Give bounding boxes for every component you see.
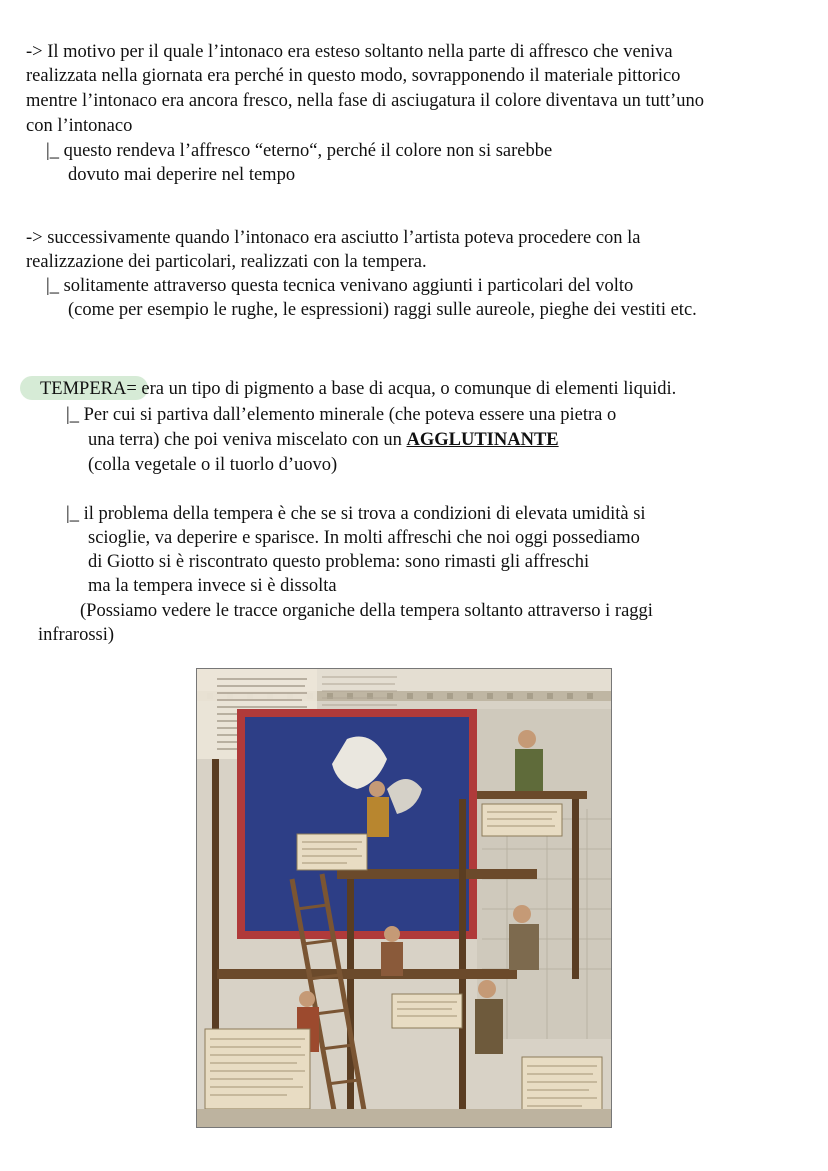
tempera-bullet2-line6: infrarossi) — [38, 625, 115, 645]
tempera-bullet2-line3: di Giotto si è riscontrato questo problema: sono rimasti gli affreschi — [88, 552, 590, 572]
tempera-bullet1-line2 — [88, 428, 559, 452]
para2-bullet-line1: |_ solitamente attraverso questa tecnica venivano aggiunti i particolari del volto — [46, 276, 634, 296]
tempera-bullet2-line5: (Possiamo vedere le tracce organiche della tempera soltanto attraverso i raggi — [80, 601, 653, 621]
para1-bullet-line1: |_ questo rendeva l’affresco “eterno“, perché il colore non si sarebbe — [46, 141, 553, 161]
para1-line4: con l’intonaco — [26, 116, 133, 136]
tempera-bullet1-line1: |_ Per cui si partiva dall’elemento minerale (che poteva essere una pietra o — [66, 405, 617, 425]
fresco-workshop-illustration — [196, 668, 612, 1128]
tempera-bullet1-line3: (colla vegetale o il tuorlo d’uovo) — [88, 455, 338, 475]
tempera-definition: TEMPERA= era un tipo di pigmento a base di acqua, o comunque di elementi liquidi. — [40, 379, 677, 399]
para2-line1: -> successivamente quando l’intonaco era asciutto l’artista poteva procedere con la — [26, 228, 641, 248]
para1-bullet-line2: dovuto mai deperire nel tempo — [68, 165, 296, 185]
para2-line2: realizzazione dei particolari, realizzati con la tempera. — [26, 252, 427, 272]
tempera-bullet2-line4: ma la tempera invece si è dissolta — [88, 576, 337, 596]
para1-line1: -> Il motivo per il quale l’intonaco era esteso soltanto nella parte di affresco che veniva — [26, 42, 673, 62]
para1-line3: mentre l’intonaco era ancora fresco, nella fase di asciugatura il colore diventava un tutt’uno — [26, 91, 705, 111]
para2-bullet-line2: (come per esempio le rughe, le espressioni) raggi sulle aureole, pieghe dei vestiti etc. — [68, 300, 697, 320]
tempera-bullet2-line2: scioglie, va deperire e sparisce. In molti affreschi che noi oggi possediamo — [88, 528, 640, 548]
tempera-bullet1-text: una terra) che poi veniva miscelato con un — [88, 430, 407, 450]
para1-line2: realizzata nella giornata era perché in questo modo, sovrapponendo il materiale pittorico — [26, 66, 681, 86]
tempera-bullet2-line1: |_ il problema della tempera è che se si trova a condizioni di elevata umidità si — [66, 504, 646, 524]
agglutinante-term: AGGLUTINANTE — [406, 430, 559, 450]
